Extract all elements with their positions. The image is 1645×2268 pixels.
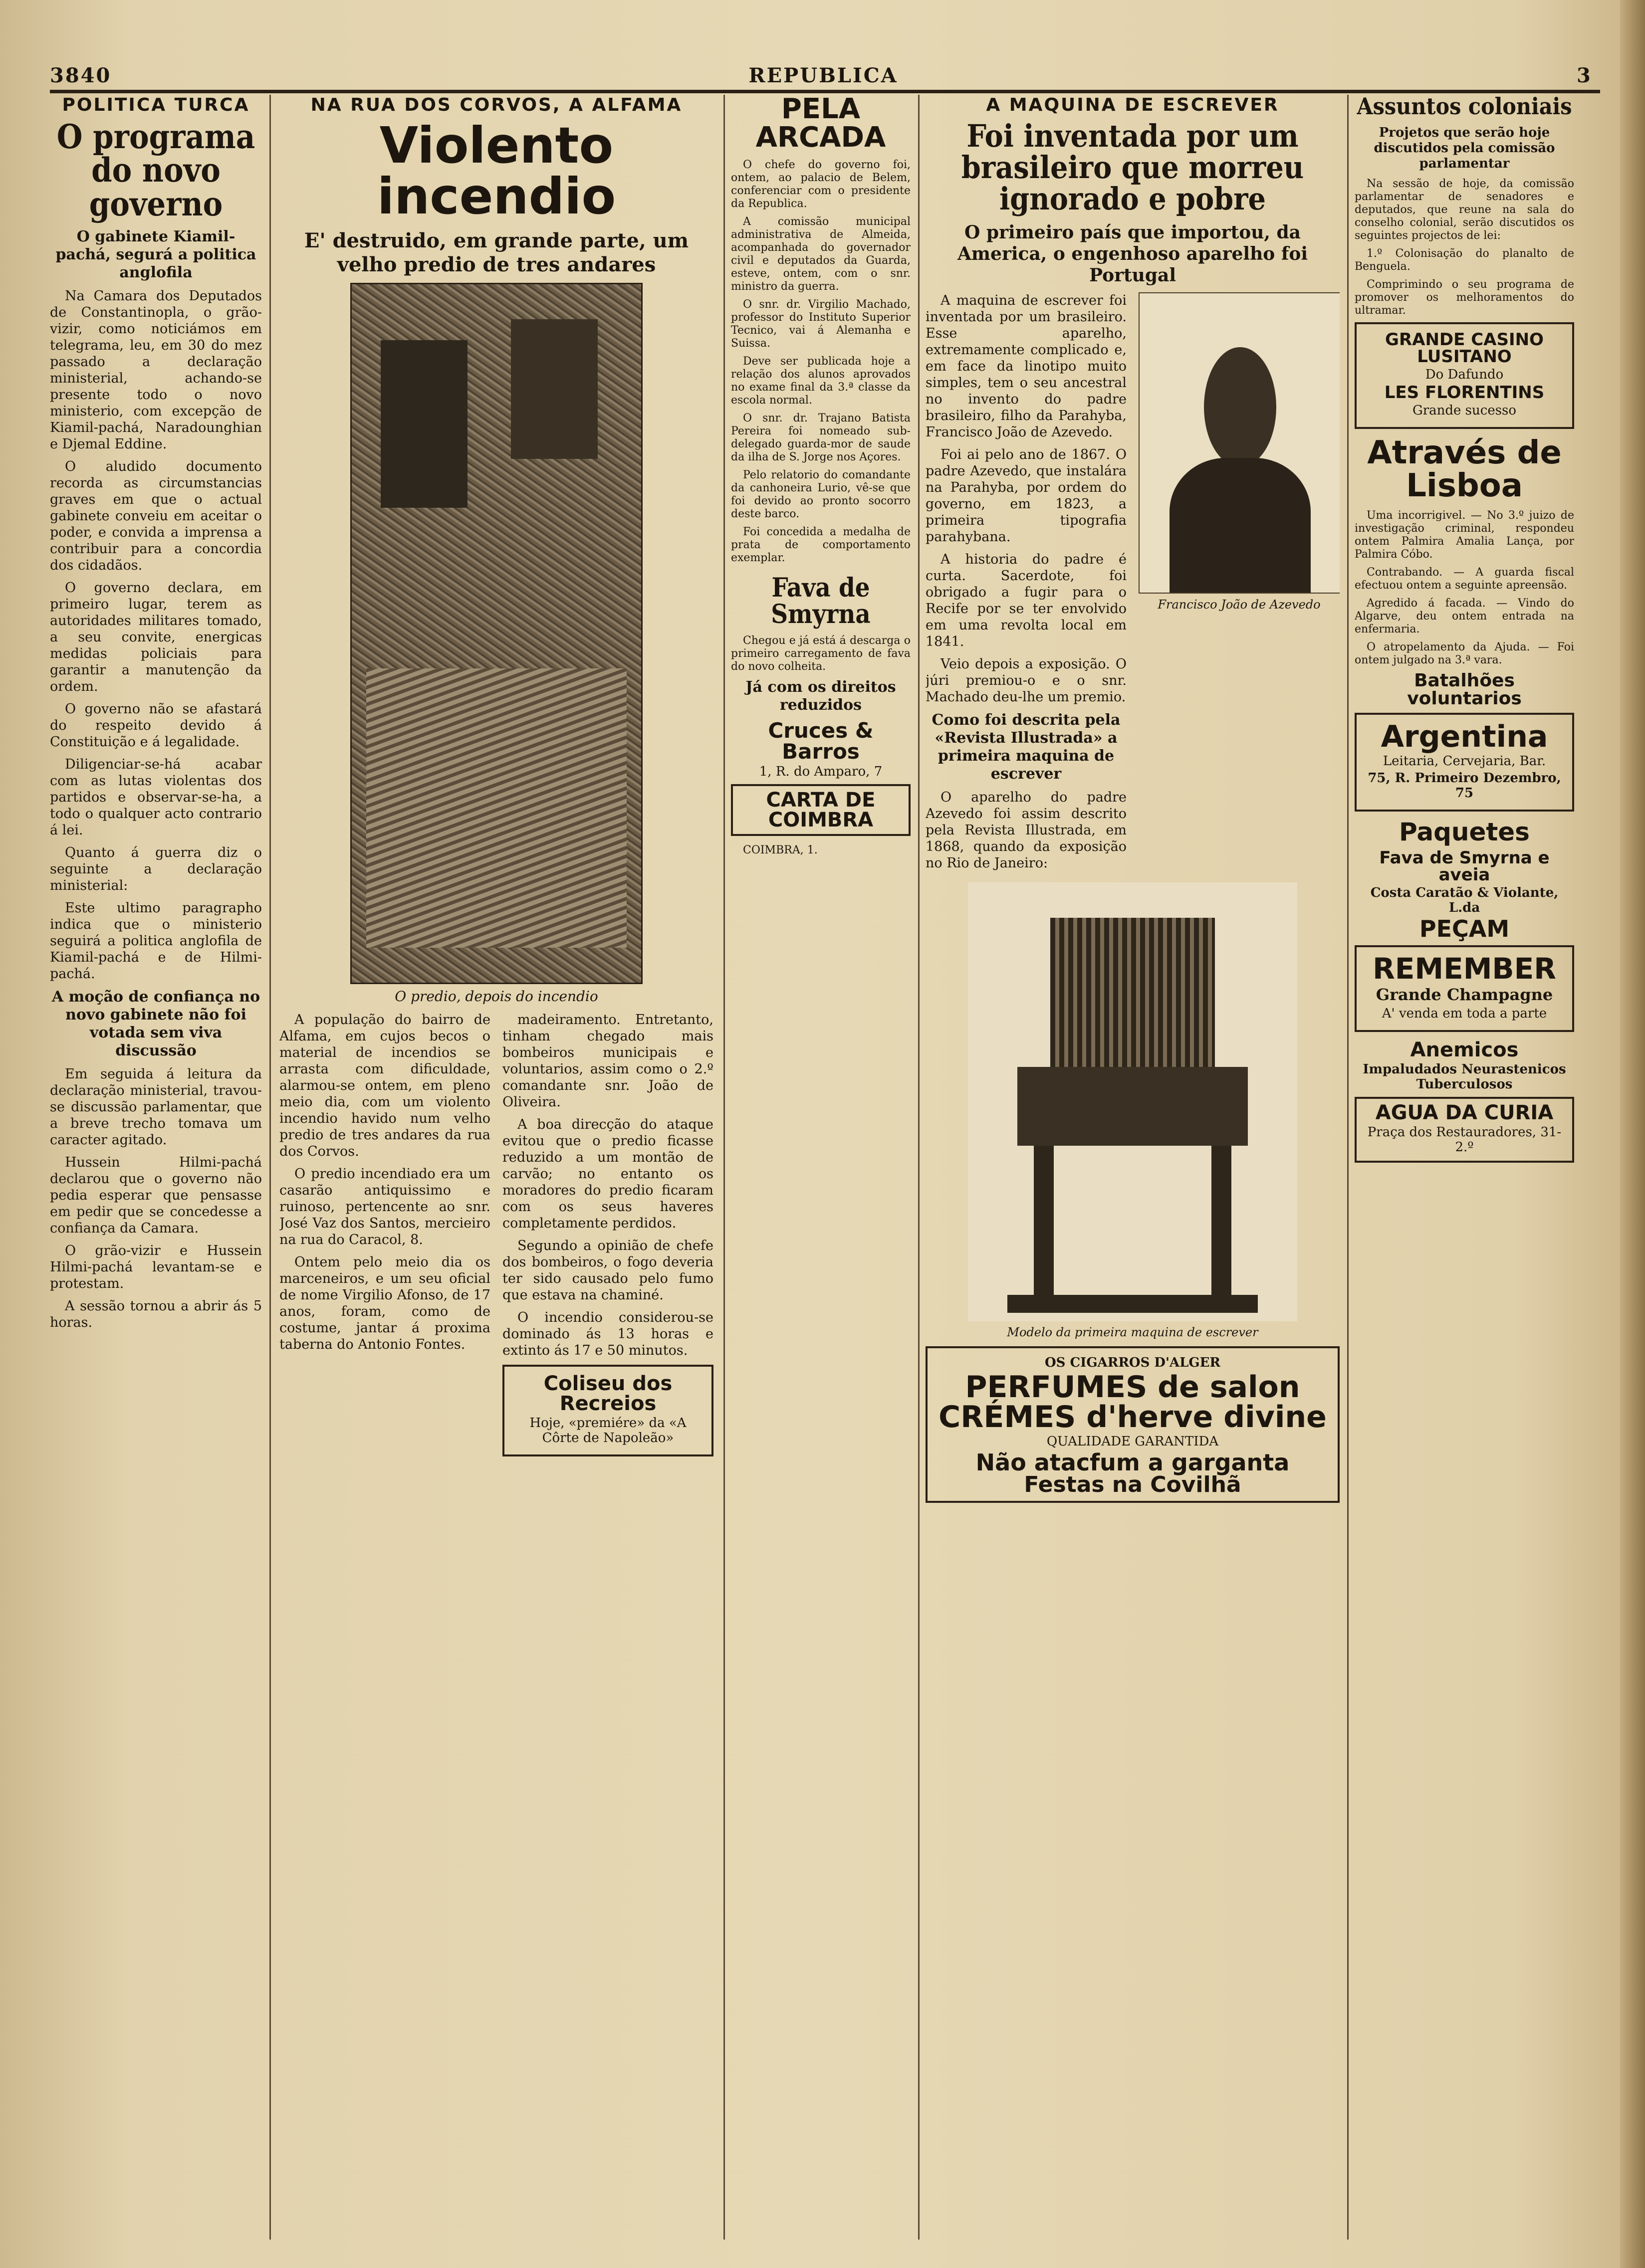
ad-brand: Cruces & Barros (768, 718, 874, 764)
paragraph: O governo declara, em primeiro lugar, terem as autoridades militares tomado, a seu convite, energicas medidas policiais para garantir a manutenção da ordem. (50, 580, 262, 694)
paragraph: Chegou e já está á descarga o primeiro carregamento de fava do novo colheita. (731, 634, 911, 673)
paragraph: O governo não se afastará do respeito devido á Constituição e á legalidade. (50, 701, 262, 750)
paragraph: O aparelho do padre Azevedo foi assim descrito pela Revista Illustrada, em 1868, quando da exposição no Rio de Janeiro: (926, 790, 1127, 871)
paragraph: Agredido á facada. — Vindo do Algarve, deu ontem entrada na enfermaria. (1355, 597, 1574, 635)
paragraph: A sessão tornou a abrir ás 5 horas. (50, 1298, 262, 1330)
fire-photo (350, 283, 643, 984)
article-title: Foi inventada por um brasileiro que morreu ignorado e pobre (961, 118, 1304, 217)
anemicos-title: Anemicos (1410, 1038, 1519, 1061)
casino-place: Do Dafundo (1425, 367, 1504, 383)
kicker: NA RUA DOS CORVOS, A ALFAMA (310, 95, 683, 115)
paragraph: Uma incorrigivel. — No 3.º juizo de investigação criminal, respondeu ontem Palmira Amalia Lança, por Palmira Cóbo. (1355, 509, 1574, 561)
page-number-right: 3 (1577, 64, 1592, 87)
remember-ad (1355, 945, 1574, 1032)
column-rule (723, 95, 725, 2240)
paragraph: O atropelamento da Ajuda. — Foi ontem julgado na 3.ª vara. (1355, 641, 1574, 666)
ad-address: 1, R. do Amparo, 7 (759, 764, 883, 780)
agua-address: Praça dos Restauradores, 31-2.º (1367, 1125, 1562, 1155)
costa-firm: Costa Caratão & Violante, L.da (1370, 885, 1559, 915)
paragraph: A maquina de escrever foi inventada por um brasileiro. Esse aparelho, extremamente complicado e, em face da linotipo muito simples, tem o seu ancestral no invento do padre brasileiro, filho da Parahyba, Francisco João de Azevedo. (926, 293, 1127, 440)
remember-sub: Grande Champagne (1376, 985, 1553, 1004)
kicker: A MAQUINA DE ESCREVER (986, 95, 1279, 115)
ad-title: Já com os direitos reduzidos (745, 678, 896, 714)
typewriter-caption: Modelo da primeira maquina de escrever (1007, 1325, 1258, 1340)
fava-aveia: Fava de Smyrna e aveia (1379, 848, 1550, 885)
paragraph: A historia do padre é curta. Sacerdote, foi obrigado a fugir para o Recife por se ter envolvido em uma revolta local em 1841. (926, 552, 1127, 650)
paragraph: O snr. dr. Virgilio Machado, professor do Instituto Superior Tecnico, vai á Alemanha e Suissa. (731, 298, 911, 350)
casino-ad (1355, 322, 1574, 429)
lisboa-title: Através de Lisboa (1367, 434, 1562, 504)
portrait-caption: Francisco João de Azevedo (1158, 598, 1321, 612)
portrait (1139, 292, 1340, 594)
article-title: Violento incendio (377, 116, 616, 225)
paragraph: A boa direcção do ataque evitou que o predio ficasse reduzido a um montão de carvão; no entanto os moradores do predio ficaram com os seus haveres completamente perdidos. (502, 1117, 713, 1231)
paper-name: REPUBLICA (748, 64, 898, 87)
coimbra-box (731, 784, 911, 836)
page-number-left: 3840 (50, 64, 112, 87)
argentina-address: 75, R. Primeiro Dezembro, 75 (1368, 771, 1561, 801)
article-title: Assuntos coloniais (1357, 95, 1572, 120)
paragraph: madeiramento. Entretanto, tinham chegado mais bombeiros municipais e voluntarios, assim como o 2.º comandante snr. João de Oliveira. (502, 1012, 713, 1110)
paragraph: Quanto á guerra diz o seguinte a declaração ministerial: (50, 844, 262, 893)
ad-perfumes: PERFUMES de salon (965, 1370, 1300, 1405)
column-assuntos-coloniais (1355, 95, 1574, 2240)
fava-title: Fava de Smyrna (771, 573, 871, 630)
column-rule (918, 95, 920, 2240)
section-subtitle: Como foi descrita pela «Revista Illustrada» a primeira maquina de escrever (932, 711, 1121, 783)
paragraph: A população do bairro de Alfama, em cujos becos o material de incendios se arrasta com dificuldade, alarmou-se ontem, em pleno meio dia, com um violento incendio havido num velho predio de tres andares da rua dos Corvos. (279, 1012, 490, 1159)
column-maquina (926, 95, 1340, 2240)
recreios-text: Hoje, «premiére» da «A Côrte de Napoleão» (529, 1416, 687, 1445)
paragraph: O aludido documento recorda as circumstancias graves em que o actual gabinete conveiu em aceitar o poder, e convida a imprensa a contribuir para a concordia dos cidadãos. (50, 458, 262, 573)
paragraph: Veio depois a exposição. O júri premiou-o e o snr. Machado deu-lhe um premio. (926, 656, 1127, 705)
recreios-box (502, 1365, 713, 1456)
column-incendio (279, 95, 713, 2240)
column-rule (1347, 95, 1349, 2240)
paragraph: Hussein Hilmi-pachá declarou que o governo não pedia esperar que pensasse em pedir que se concedesse a confiança da Camara. (50, 1154, 262, 1236)
ad-note: QUALIDADE GARANTIDA (1046, 1434, 1219, 1449)
article-subtitle: O gabinete Kiamil-pachá, segurá a politica anglofila (55, 227, 256, 281)
batalhoes-title: Batalhões voluntarios (1407, 670, 1522, 709)
argentina-ad (1355, 713, 1574, 812)
agua-ad (1355, 1097, 1574, 1163)
coimbra-title: CARTA DE COIMBRA (766, 789, 876, 832)
paquetes-title: Paquetes (1399, 818, 1530, 846)
paragraph: O grão-vizir e Hussein Hilmi-pachá levantam-se e protestam. (50, 1242, 262, 1291)
paragraph: Deve ser publicada hoje a relação dos alunos aprovados no exame final da 3.ª classe da escola normal. (731, 355, 911, 407)
remember-title: REMEMBER (1373, 952, 1556, 986)
photo-caption: O predio, depois do incendio (395, 988, 598, 1005)
kicker: POLITICA TURCA (62, 95, 250, 115)
paragraph: A comissão municipal administrativa de Almeida, acompanhada do governador civil e deputados da Guarda, esteve, ontem, com o snr. ministro da guerra. (731, 215, 911, 293)
remember-note: A' venda em toda a parte (1382, 1006, 1547, 1021)
paragraph: Na sessão de hoje, da comissão parlamentar de senadores e deputados, que reune na sala do conselho colonial, serão discutidos os seguintes projectos de lei: (1355, 178, 1574, 242)
pecam: PEÇAM (1419, 915, 1510, 942)
agua-title: AGUA DA CURIA (1375, 1101, 1554, 1124)
paragraph: Foi ai pelo ano de 1867. O padre Azevedo, que instalára na Parahyba, por ordem do governo, em 1823, a primeira tipografia parahybana. (926, 447, 1127, 545)
casino-note: Grande sucesso (1412, 403, 1517, 418)
column-politica-turca (50, 95, 262, 2240)
casino-act: LES FLORENTINS (1384, 383, 1545, 403)
paragraph: O incendio considerou-se dominado ás 13 horas e extinto ás 17 e 50 minutos. (502, 1310, 713, 1358)
paragraph: O predio incendiado era um casarão antiquissimo e ruinoso, pertencente ao snr. José Vaz dos Santos, mercieiro na rua do Caracol, 8. (279, 1166, 490, 1247)
paragraph: Diligenciar-se-há acabar com as lutas violentas dos partidos e observar-se-ha, a todo o qualquer acto contrario á lei. (50, 756, 262, 838)
paragraph: Comprimindo o seu programa de promover os melhoramentos do ultramar. (1355, 278, 1574, 317)
paragraph: Foi concedida a medalha de prata de comportamento exemplar. (731, 526, 911, 565)
recreios-title: Coliseu dos Recreios (543, 1372, 673, 1415)
column-rule (269, 95, 271, 2240)
ad-cremes: CRÉMES d'herve divine (939, 1400, 1327, 1435)
section-title: PELA ARCADA (755, 95, 886, 154)
argentina-name: Argentina (1381, 719, 1548, 754)
paragraph: O chefe do governo foi, ontem, ao palacio de Belem, conferenciar com o presidente da Republica. (731, 159, 911, 210)
paragraph: COIMBRA, 1. (743, 844, 818, 857)
paragraph: Segundo a opinião de chefe dos bombeiros, o fogo deveria ter sido causado pelo fumo que estava na chaminé. (502, 1238, 713, 1303)
argentina-line: Leitaria, Cervejaria, Bar. (1383, 754, 1546, 769)
paragraph: Contrabando. — A guarda fiscal efectuou ontem a seguinte apreensão. (1355, 566, 1574, 592)
article-subtitle: O primeiro país que importou, da America, o engenhoso aparelho foi Portugal (957, 221, 1308, 286)
ad-garganta: Não atacfum a garganta (975, 1449, 1290, 1476)
paragraph: Na Camara dos Deputados de Constantinopla, o grão-vizir, como noticiámos em telegrama, leu, em 30 do mez passado a declaração ministerial, achando-se presente todo o novo ministerio, com excepção de Kiamil-pachá, Naradounghian e Djemal Eddine. (50, 288, 262, 452)
paragraph: Em seguida á leitura da declaração ministerial, travou-se discussão parlamentar, que a breve trecho tomava um caracter agitado. (50, 1066, 262, 1148)
ad-top: OS CIGARROS D'ALGER (1045, 1355, 1220, 1371)
paragraph: Pelo relatorio do comandante da canhoneira Lurio, vê-se que foi devido ao pronto socorro deste barco. (731, 469, 911, 521)
cigarros-ad (926, 1346, 1340, 1503)
casino-name: GRANDE CASINO LUSITANO (1385, 330, 1544, 367)
article-subtitle: Projetos que serão hoje discutidos pela comissão parlamentar (1374, 125, 1555, 172)
paragraph: Este ultimo paragrapho indica que o ministerio seguirá a politica anglofila de Kiamil-pachá e de Hilmi-pachá. (50, 900, 262, 982)
typewriter-illustration (968, 882, 1297, 1321)
paragraph: Ontem pelo meio dia os marceneiros, e um seu oficial de nome Virgilio Afonso, de 17 anos, foram, como de costume, jantar á proxima taberna do Antonio Fontes. (279, 1254, 490, 1352)
column-pela-arcada (731, 95, 911, 2240)
paragraph: O snr. dr. Trajano Batista Pereira foi nomeado sub-delegado guarda-mor de saude da ilha de S. Jorge nos Açores. (731, 412, 911, 464)
article-subtitle: E' destruido, em grande parte, um velho predio de tres andares (304, 229, 689, 276)
article-title: O programa do novo governo (56, 117, 255, 223)
paragraph: 1.º Colonisação do planalto de Benguela. (1355, 247, 1574, 273)
ad-covilha: Festas na Covilhã (1024, 1472, 1241, 1498)
page-edge (1620, 0, 1645, 2268)
section-subtitle: A moção de confiança no novo gabinete não foi votada sem viva discussão (51, 988, 260, 1059)
anemicos-sub: Impaludados Neurastenicos Tuberculosos (1363, 1062, 1566, 1092)
top-rule (50, 90, 1600, 93)
